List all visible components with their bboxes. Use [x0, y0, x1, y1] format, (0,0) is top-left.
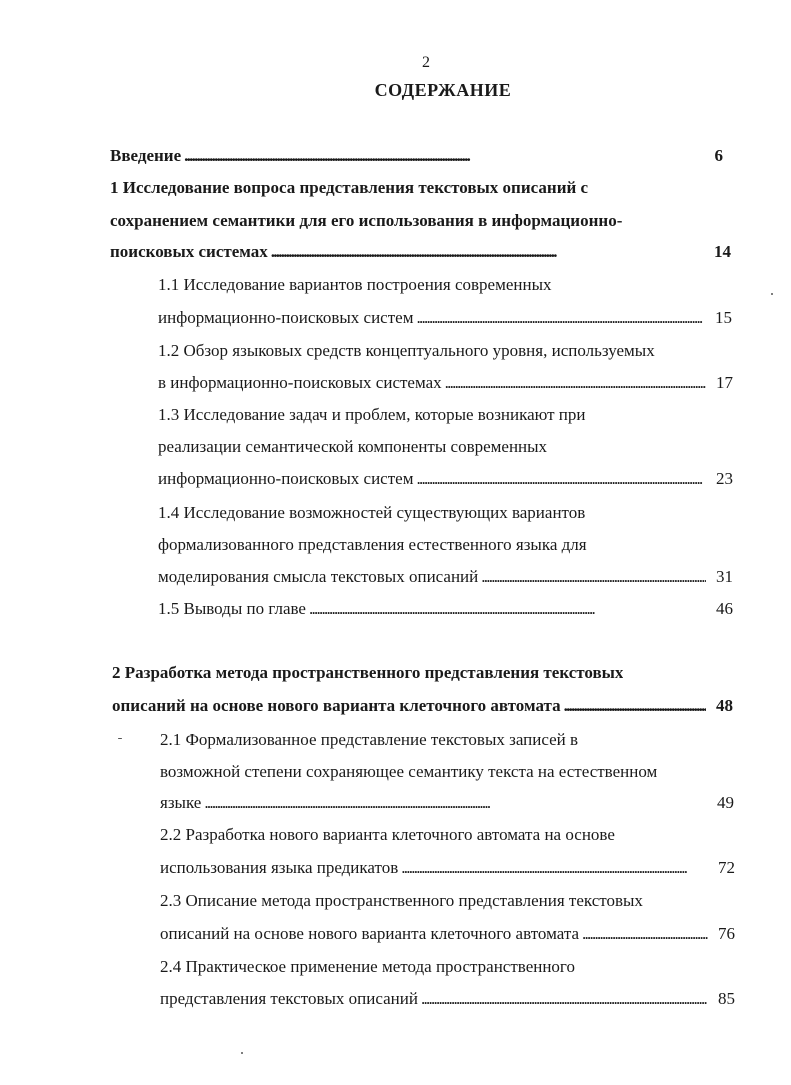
toc-section-1-3-line2[interactable]: реализации семантической компоненты современных — [158, 437, 548, 456]
toc-entry-section-2-2[interactable] — [160, 857, 735, 879]
toc-page-number: 48 — [716, 696, 733, 715]
leader-dots — [401, 857, 708, 879]
toc-entry-section-2-4[interactable] — [160, 988, 735, 1010]
toc-section-1-2-line1[interactable]: 1.2 Обзор языковых средств концептуального уровня, используемых — [158, 341, 655, 360]
toc-entry-intro[interactable] — [110, 145, 723, 167]
scan-speck — [241, 1052, 243, 1054]
leader-dots — [309, 598, 706, 620]
scan-speck — [118, 738, 122, 739]
toc-page-number: 31 — [716, 567, 733, 586]
toc-entry-label: в информационно-поисковых системах — [158, 373, 442, 392]
toc-entry-label: поисковых системах — [110, 242, 268, 261]
toc-page-number: 49 — [717, 793, 734, 812]
toc-entry-label: представления текстовых описаний — [160, 989, 418, 1008]
toc-entry-label: информационно-поисковых систем — [158, 469, 414, 488]
leader-dots — [416, 307, 705, 329]
toc-page-number: 17 — [716, 373, 733, 392]
toc-section-2-1-line1[interactable]: 2.1 Формализованное представление текстовых записей в — [160, 730, 579, 749]
toc-entry-section-1-4[interactable] — [158, 566, 733, 588]
leader-dots — [204, 792, 707, 814]
toc-section-2-4-line1[interactable]: 2.4 Практическое применение метода пространственного — [160, 957, 575, 976]
toc-entry-section-1-1[interactable] — [158, 307, 732, 329]
leader-dots — [481, 566, 706, 588]
toc-page-number: 76 — [718, 924, 735, 943]
scan-speck — [771, 293, 773, 295]
toc-entry-label: 1.5 Выводы по главе — [158, 599, 306, 618]
leader-dots — [421, 988, 708, 1010]
leader-dots — [564, 695, 706, 717]
toc-entry-label: использования языка предикатов — [160, 858, 399, 877]
toc-entry-label: описаний на основе нового варианта клеточного автомата — [112, 696, 561, 715]
toc-entry-label: описаний на основе нового варианта клеточного автомата — [160, 924, 580, 943]
toc-page-number: 72 — [718, 858, 735, 877]
leader-dots — [184, 145, 696, 167]
toc-entry-section-1-3[interactable] — [158, 468, 733, 490]
toc-entry-label: моделирования смысла текстовых описаний — [158, 567, 479, 586]
toc-section-1-1-line1[interactable]: 1.1 Исследование вариантов построения современных — [158, 275, 552, 294]
page-number: 2 — [422, 54, 430, 71]
toc-entry-section-1-2[interactable] — [158, 372, 733, 394]
toc-entry-chapter1[interactable] — [110, 241, 731, 263]
toc-section-1-4-line2[interactable]: формализованного представления естественного языка для — [158, 535, 587, 554]
toc-page-number: 23 — [716, 469, 733, 488]
toc-section-2-2-line1[interactable]: 2.2 Разработка нового варианта клеточного автомата на основе — [160, 825, 615, 844]
toc-entry-label: Введение — [110, 146, 182, 165]
toc-chapter1-line1[interactable]: 1 Исследование вопроса представления текстовых описаний с — [110, 178, 589, 197]
toc-page-number: 85 — [718, 989, 735, 1008]
leader-dots — [445, 372, 706, 394]
toc-entry-chapter2[interactable] — [112, 695, 733, 717]
toc-page-number: 14 — [714, 242, 731, 261]
leader-dots — [271, 241, 704, 263]
toc-entry-section-2-3[interactable] — [160, 923, 735, 945]
page-title: СОДЕРЖАНИЕ — [374, 80, 512, 100]
toc-section-2-3-line1[interactable]: 2.3 Описание метода пространственного представления текстовых — [160, 891, 643, 910]
toc-chapter2-line1[interactable]: 2 Разработка метода пространственного представления текстовых — [112, 663, 624, 682]
leader-dots — [582, 923, 708, 945]
toc-section-2-1-line2[interactable]: возможной степени сохраняющее семантику текста на естественном — [160, 762, 658, 781]
toc-section-1-3-line1[interactable]: 1.3 Исследование задач и проблем, которые возникают при — [158, 405, 586, 424]
toc-chapter1-line2[interactable]: сохранением семантики для его использования в информационно- — [110, 211, 623, 230]
leader-dots — [416, 468, 706, 490]
toc-section-1-4-line1[interactable]: 1.4 Исследование возможностей существующих вариантов — [158, 503, 586, 522]
toc-entry-section-2-1[interactable] — [160, 792, 734, 814]
toc-entry-label: информационно-поисковых систем — [158, 308, 414, 327]
toc-page-number: 15 — [715, 308, 732, 327]
toc-entry-section-1-5[interactable] — [158, 598, 733, 620]
toc-page-number: 6 — [714, 146, 723, 165]
toc-entry-label: языке — [160, 793, 202, 812]
toc-page-number: 46 — [716, 599, 733, 618]
